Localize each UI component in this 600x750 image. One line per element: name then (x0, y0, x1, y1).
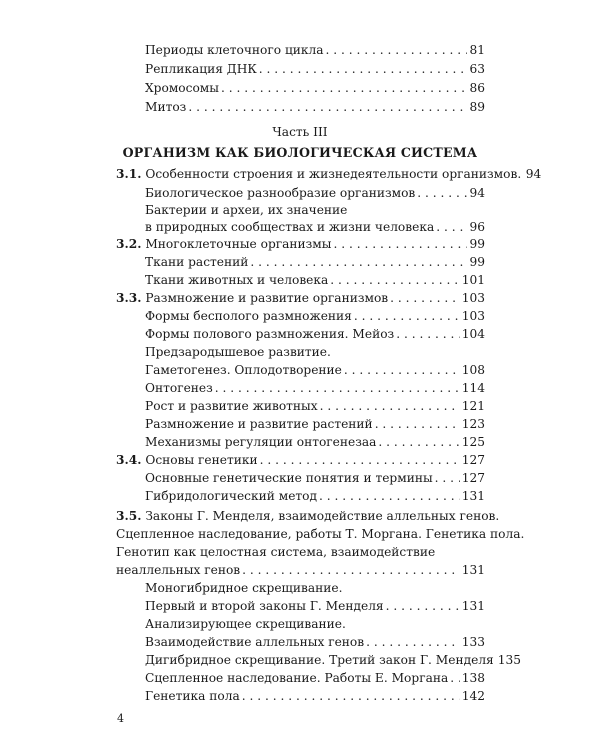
leader-dots (375, 416, 460, 432)
toc-entry (145, 634, 485, 651)
entry-title: Биологическое разнообразие организмов (145, 186, 416, 200)
entry-page: 103 (461, 309, 485, 323)
entry-title: Взаимодействие аллельных генов (145, 635, 365, 649)
leader-dots (390, 290, 460, 306)
entry-title-line: Анализирующее скрещивание. (145, 617, 346, 631)
entry-page: 131 (461, 563, 485, 577)
toc-entry (145, 219, 485, 236)
leader-dots (417, 185, 467, 201)
entry-title: Основные генетические понятия и термины (145, 471, 433, 485)
toc-entry (145, 470, 485, 487)
entry-title-line: Моногибридное скрещивание. (145, 581, 343, 595)
leader-dots (333, 236, 467, 252)
toc-entry (145, 61, 485, 78)
entry-page: 94 (469, 186, 485, 200)
section-title: Особенности строения и жизнедеятельности организмов. (145, 167, 522, 181)
leader-dots (344, 362, 460, 378)
leader-dots (354, 308, 460, 324)
toc-section-3-5-line1 (116, 508, 499, 524)
toc-entry (145, 434, 485, 451)
leader-dots (366, 634, 460, 650)
entry-page: 133 (461, 635, 485, 649)
leader-dots (436, 219, 467, 235)
entry-title-line: Предзародышевое развитие. (145, 345, 331, 359)
toc-entry (145, 488, 485, 505)
entry-page: 101 (461, 273, 485, 287)
entry-title: Механизмы регуляции онтогенезаа (145, 435, 377, 449)
toc-entry (145, 308, 485, 325)
entry-page: 123 (461, 417, 485, 431)
toc-entry (145, 652, 522, 669)
entry-page: 135 (497, 653, 522, 667)
entry-title: Размножение и развитие растений (145, 417, 373, 431)
toc-entry (145, 670, 485, 687)
leader-dots (450, 670, 460, 686)
entry-page: 121 (461, 399, 485, 413)
entry-page: 89 (469, 100, 485, 114)
leader-dots (319, 488, 460, 504)
entry-page: 127 (461, 471, 485, 485)
page-number: 4 (117, 712, 124, 725)
section-title: Размножение и развитие организмов (145, 291, 389, 305)
entry-title: Сцепленное наследование. Работы Е. Моргана (145, 671, 449, 685)
entry-title: Ткани животных и человека (145, 273, 329, 287)
entry-title: Гаметогенез. Оплодотворение (145, 363, 342, 377)
toc-entry (145, 380, 485, 397)
leader-dots (260, 452, 460, 468)
toc-entry (145, 398, 485, 415)
entry-title: в природных сообществах и жизни человека (145, 220, 435, 234)
entry-page: 127 (461, 453, 485, 467)
toc-section-3-1 (116, 166, 542, 183)
section-title: неаллельных генов (116, 563, 241, 577)
leader-dots (250, 254, 467, 270)
entry-page: 104 (461, 327, 485, 341)
section-number: 3.1. (116, 167, 142, 181)
entry-page: 96 (469, 220, 485, 234)
entry-title: Дигибридное скрещивание. Третий закон Г. Менделя (145, 653, 494, 667)
part-title: ОРГАНИЗМ КАК БИОЛОГИЧЕСКАЯ СИСТЕМА (122, 145, 478, 160)
leader-dots (386, 598, 460, 614)
section-title: Законы Г. Менделя, взаимодействие аллельных генов. (145, 509, 500, 523)
leader-dots (221, 80, 467, 96)
section-title: Многоклеточные организмы (145, 237, 332, 251)
entry-title: Формы полового размножения. Мейоз (145, 327, 395, 341)
toc-entry (145, 326, 485, 343)
toc-entry (145, 362, 485, 379)
section-title-line: Генотип как целостная система, взаимодействие (116, 545, 436, 559)
section-title: Основы генетики (145, 453, 258, 467)
toc-section-3-5-last (116, 562, 485, 579)
section-number: 3.5. (116, 509, 142, 523)
entry-title-line: Бактерии и археи, их значение (145, 203, 348, 217)
section-number: 3.2. (116, 237, 142, 251)
toc-entry (145, 80, 485, 97)
leader-dots (330, 272, 459, 288)
entry-page: 142 (461, 689, 485, 703)
entry-page: 138 (461, 671, 485, 685)
toc-entry (145, 598, 485, 615)
section-number: 3.3. (116, 291, 142, 305)
entry-title: Онтогенез (145, 381, 213, 395)
leader-dots (188, 99, 467, 115)
toc-section-3-3 (116, 290, 485, 307)
entry-page: 125 (461, 435, 485, 449)
section-title-line: Сцепленное наследование, работы Т. Моргана. Генетика пола. (116, 527, 525, 541)
entry-page: 131 (461, 599, 485, 613)
toc-entry (145, 254, 485, 271)
part-label: Часть III (272, 125, 328, 139)
entry-title: Репликация ДНК (145, 62, 257, 76)
toc-section-3-2 (116, 236, 485, 253)
entry-page: 108 (461, 363, 485, 377)
leader-dots (242, 688, 460, 704)
entry-title: Гибридологический метод (145, 489, 317, 503)
entry-title: Митоз (145, 100, 187, 114)
section-number: 3.4. (116, 453, 142, 467)
entry-title: Ткани растений (145, 255, 249, 269)
entry-title: Генетика пола (145, 689, 240, 703)
leader-dots (320, 398, 460, 414)
entry-page: 86 (469, 81, 485, 95)
leader-dots (215, 380, 460, 396)
entry-page: 94 (525, 167, 542, 181)
entry-page: 63 (469, 62, 485, 76)
entry-page: 131 (461, 489, 485, 503)
toc-entry (145, 272, 485, 289)
toc-entry (145, 185, 485, 202)
toc-entry (145, 42, 485, 59)
toc-entry (145, 99, 485, 116)
toc-section-3-4 (116, 452, 485, 469)
entry-title: Первый и второй законы Г. Менделя (145, 599, 384, 613)
entry-page: 99 (469, 237, 485, 251)
toc-entry (145, 688, 485, 705)
leader-dots (396, 326, 460, 342)
leader-dots (326, 42, 467, 58)
leader-dots (242, 562, 460, 578)
entry-title: Рост и развитие животных (145, 399, 318, 413)
entry-page: 114 (461, 381, 485, 395)
leader-dots (259, 61, 467, 77)
entry-title: Формы бесполого размножения (145, 309, 352, 323)
entry-title: Периоды клеточного цикла (145, 43, 324, 57)
entry-page: 99 (469, 255, 485, 269)
entry-title: Хромосомы (145, 81, 219, 95)
leader-dots (378, 434, 459, 450)
entry-page: 103 (461, 291, 485, 305)
leader-dots (435, 470, 460, 486)
toc-entry (145, 416, 485, 433)
entry-page: 81 (469, 43, 485, 57)
